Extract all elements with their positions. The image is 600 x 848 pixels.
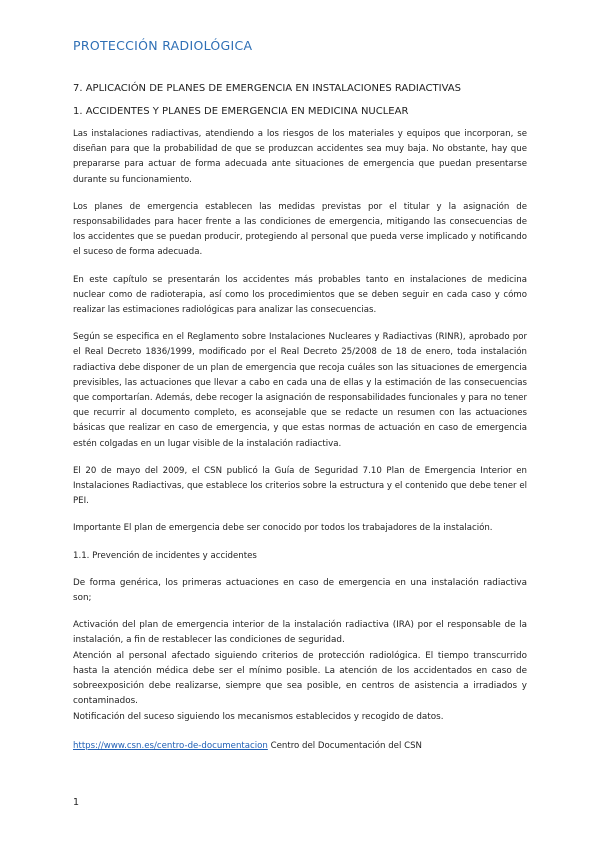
paragraph: Importante El plan de emergencia debe ser conocido por todos los trabajadores de la instalación. [73,523,493,534]
paragraph: El 20 de mayo del 2009, el CSN publicó la Guía de Seguridad 7.10 Plan de Emergencia Interior en Instalaciones Radiactivas, que establece los criterios sobre la estructura y el contenido que debe tener el PEI. [73,465,527,507]
link-label: Centro del Documentación del CSN [267,740,422,751]
paragraph: En este capítulo se presentarán los accidentes más probables tanto en instalaciones de medicina nuclear como de radioterapia, así como los procedimientos que se deben seguir en cada caso y cómo realizar las estimaciones radiológicas para analizar las consecuencias. [73,274,527,316]
subsection-title: 1. ACCIDENTES Y PLANES DE EMERGENCIA EN MEDICINA NUCLEAR [73,106,409,117]
subsub-title: 1.1. Prevención de incidentes y accidentes [73,550,257,561]
document-body [73,83,527,754]
paragraph: Según se especifica en el Reglamento sobre Instalaciones Nucleares y Radiactivas (RINR), aprobado por el Real Decreto 1836/1999, modificado por el Real Decreto 25/2008 de 18 de enero, toda instalación radiactiva debe disponer de un plan de emergencia que recoja cuáles son las situaciones de emergencia previsibles, las actuaciones que llevar a cabo en cada una de ellas y la estimación de las consecuencias que comportarían. Además, debe recoger la asignación de responsabilidades funcionales y para no tener que recurrir al documento completo, es aconsejable que se redacte un resumen con las actuaciones básicas que realizar en caso de emergencia, y que estas normas de actuación en caso de emergencia estén colgadas en un lugar visible de la instalación radiactiva. [73,332,527,449]
actions-intro: De forma genérica, los primeras actuaciones en caso de emergencia en una instalación radiactiva son; [73,577,527,604]
action-item: Notificación del suceso siguiendo los mecanismos establecidos y recogido de datos. [73,711,444,722]
csn-documentation-link[interactable]: https://www.csn.es/centro-de-documentacion [73,740,268,751]
section-title: 7. APLICACIÓN DE PLANES DE EMERGENCIA EN INSTALACIONES RADIACTIVAS [73,83,461,94]
page-number: 1 [73,797,80,808]
paragraph: Los planes de emergencia establecen las medidas previstas por el titular y la asignación de responsabilidades para hacer frente a las condiciones de emergencia, mitigando las consecuencias de los accidentes que se puedan producir, protegiendo al personal que pueda verse implicado y notificando el suceso de forma adecuada. [73,201,527,258]
action-item: Activación del plan de emergencia interior de la instalación radiactiva (IRA) por el responsable de la instalación, a fin de restablecer las condiciones de seguridad. [73,620,527,646]
paragraph: Las instalaciones radiactivas, atendiendo a los riesgos de los materiales y equipos que incorporan, se diseñan para que la probabilidad de que se produzcan accidentes sea muy baja. No obstante, hay que prepararse para actuar de forma adecuada ante situaciones de emergencia que puedan presentarse durante su funcionamiento. [73,129,527,185]
action-item: Atención al personal afectado siguiendo criterios de protección radiológica. El tiempo transcurrido hasta la atención médica debe ser el mínimo posible. La atención de los accidentados en caso de sobreexposición debe realizarse, siempre que sea posible, en centros de asistencia a irradiados y contaminados. [73,650,527,707]
document-header: PROTECCIÓN RADIOLÓGICA [73,38,253,53]
reference-line [73,739,527,754]
